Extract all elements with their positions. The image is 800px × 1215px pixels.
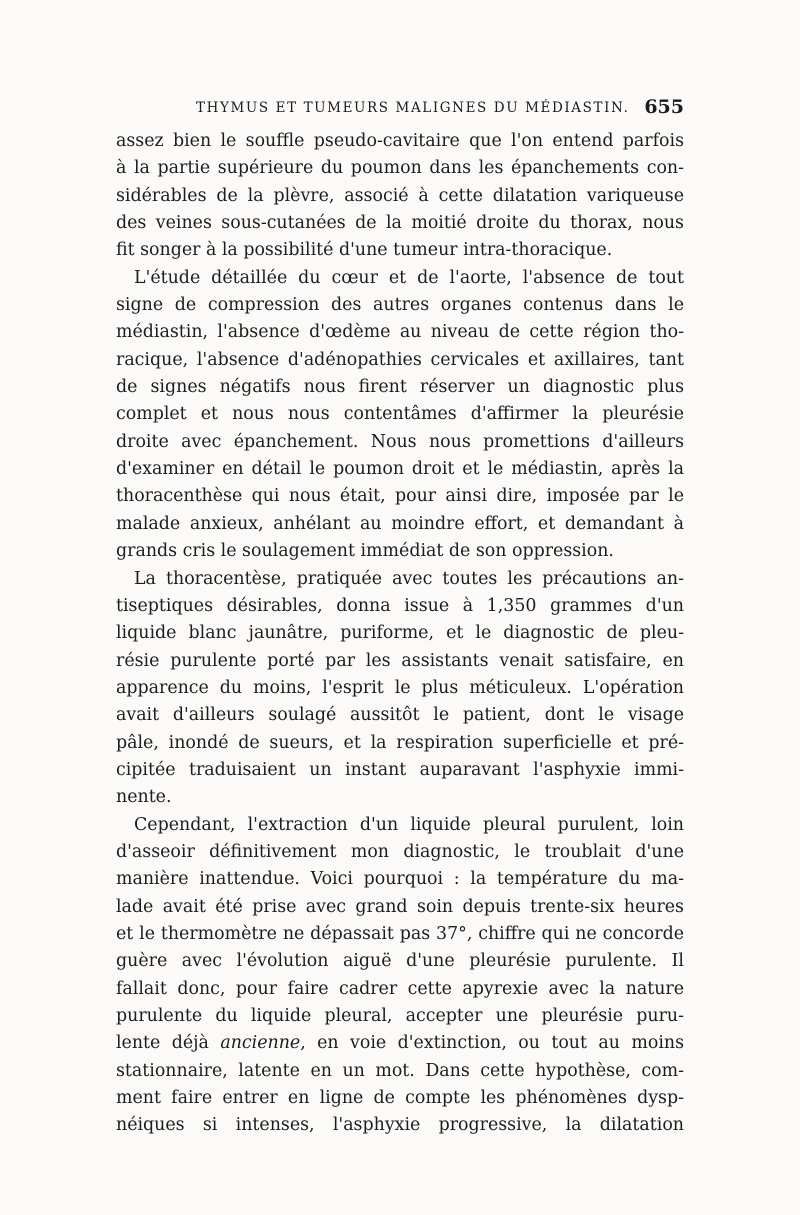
text-segment: lente déjà <box>116 1033 221 1054</box>
text-line: ment faire entrer en ligne de compte les phénomènes dysp- <box>116 1088 684 1109</box>
text-line: thoracenthèse qui nous était, pour ainsi dire, imposée par le <box>116 486 684 507</box>
text-line: malade anxieux, anhélant au moindre effort, et demandant à <box>116 513 684 534</box>
text-line: d'examiner en détail le poumon droit et le médiastin, après la <box>116 459 684 480</box>
text-line: stationnaire, latente en un mot. Dans cette hypothèse, com- <box>116 1060 684 1081</box>
text-line: complet et nous nous contentâmes d'affirmer la pleurésie <box>116 404 684 425</box>
text-line: d'asseoir définitivement mon diagnostic, le troublait d'une <box>116 841 684 862</box>
body-text <box>116 128 684 1140</box>
page-header <box>116 96 684 126</box>
text-line: et le thermomètre ne dépassait pas 37°, chiffre qui ne concorde <box>116 923 684 944</box>
text-line: racique, l'absence d'adénopathies cervicales et axillaires, tant <box>116 349 684 370</box>
text-line: guère avec l'évolution aiguë d'une pleurésie purulente. Il <box>116 951 684 972</box>
text-line: grands cris le soulagement immédiat de son oppression. <box>116 541 614 562</box>
text-line: La thoracentèse, pratiquée avec toutes les précautions an- <box>134 568 684 589</box>
text-line: tiseptiques désirables, donna issue à 1,350 grammes d'un <box>116 595 684 616</box>
text-line: liquide blanc jaunâtre, puriforme, et le diagnostic de pleu- <box>116 623 684 644</box>
text-line: à la partie supérieure du poumon dans les épanchements con- <box>116 158 684 179</box>
text-line <box>116 1030 684 1057</box>
text-segment: , en voie d'extinction, ou tout au moins <box>300 1033 684 1054</box>
text-line: médiastin, l'absence d'œdème au niveau de cette région tho- <box>116 322 684 343</box>
text-line: cipitée traduisaient un instant auparavant l'asphyxie immi- <box>116 759 684 780</box>
text-line: apparence du moins, l'esprit le plus méticuleux. L'opération <box>116 677 684 698</box>
page-number: 655 <box>644 96 684 118</box>
text-line: Cependant, l'extraction d'un liquide pleural purulent, loin <box>134 814 684 835</box>
text-line: lade avait été prise avec grand soin depuis trente-six heures <box>116 896 684 917</box>
text-line: sidérables de la plèvre, associé à cette dilatation variqueuse <box>116 185 684 206</box>
text-line: des veines sous-cutanées de la moitié droite du thorax, nous <box>116 213 684 234</box>
text-line: pâle, inondé de sueurs, et la respiration superficielle et pré- <box>116 732 684 753</box>
text-line: L'étude détaillée du cœur et de l'aorte, l'absence de tout <box>134 267 684 288</box>
text-line: fallait donc, pour faire cadrer cette apyrexie avec la nature <box>116 978 684 999</box>
running-head: THYMUS ET TUMEURS MALIGNES DU MÉDIASTIN. <box>196 100 630 116</box>
text-line: fit songer à la possibilité d'une tumeur intra-thoracique. <box>116 240 613 261</box>
text-line: néiques si intenses, l'asphyxie progressive, la dilatation <box>116 1115 684 1136</box>
italic-word: ancienne <box>220 1033 301 1054</box>
text-line: avait d'ailleurs soulagé aussitôt le patient, dont le visage <box>116 705 684 726</box>
text-line: signe de compression des autres organes contenus dans le <box>116 295 684 316</box>
text-line: droite avec épanchement. Nous nous promettions d'ailleurs <box>116 431 684 452</box>
text-line: assez bien le souffle pseudo-cavitaire que l'on entend parfois <box>116 131 684 151</box>
text-line: manière inattendue. Voici pourquoi : la température du ma- <box>116 869 684 890</box>
text-line: résie purulente porté par les assistants venait satisfaire, en <box>116 650 684 671</box>
text-line: nente. <box>116 787 172 808</box>
text-line: purulente du liquide pleural, accepter une pleurésie puru- <box>116 1006 684 1026</box>
text-line: de signes négatifs nous firent réserver un diagnostic plus <box>116 377 684 398</box>
